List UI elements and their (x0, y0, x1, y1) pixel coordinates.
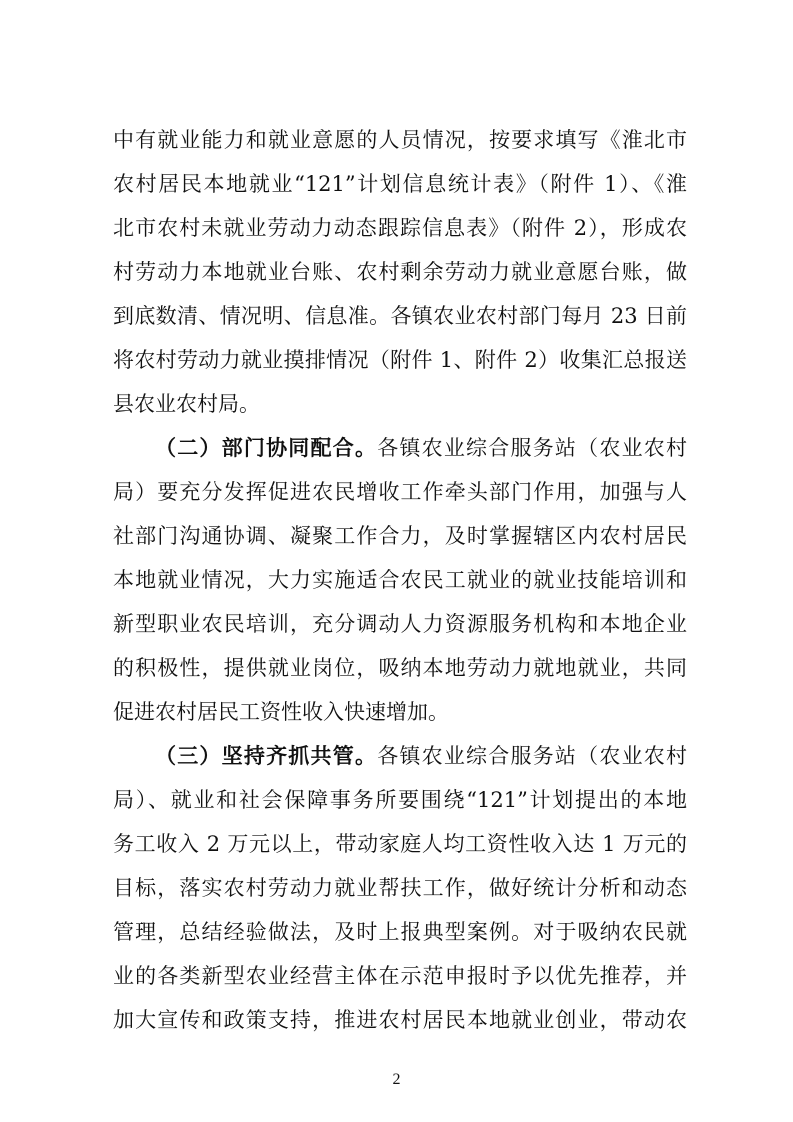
paragraph-2-line-7: 促进农村居民工资性收入快速增加。 (113, 700, 449, 724)
paragraph-2-line-2: 局）要充分发挥促进农民增收工作牵头部门作用，加强与人 (113, 480, 687, 504)
paragraph-1-line-3: 北市农村未就业劳动力动态跟踪信息表》（附件 2），形成农 (113, 216, 687, 240)
paragraph-3-line-3: 务工收入 2 万元以上，带动家庭人均工资性收入达 1 万元的 (113, 832, 687, 856)
paragraph-2-line-3: 社部门沟通协调、凝聚工作合力，及时掌握辖区内农村居民 (113, 524, 687, 548)
paragraph-3-line-5: 管理，总结经验做法，及时上报典型案例。对于吸纳农民就 (113, 920, 687, 944)
paragraph-1-line-7: 县农业农村局。 (113, 392, 260, 416)
paragraph-1-line-5: 到底数清、情况明、信息准。各镇农业农村部门每月 23 日前 (113, 304, 687, 328)
paragraph-2-line-4: 本地就业情况，大力实施适合农民工就业的就业技能培训和 (113, 568, 687, 592)
paragraph-3-line-4: 目标，落实农村劳动力就业帮扶工作，做好统计分析和动态 (113, 876, 687, 900)
paragraph-3-line-2: 局）、就业和社会保障事务所要围绕“121”计划提出的本地 (113, 788, 687, 812)
paragraph-2-first-line (155, 435, 687, 461)
paragraph-3-line-7: 加大宣传和政策支持，推进农村居民本地就业创业，带动农 (113, 1008, 687, 1032)
page-number: 2 (392, 1071, 401, 1088)
paragraph-1-line-2: 农村居民本地就业“121”计划信息统计表》（附件 1）、《淮 (113, 172, 687, 196)
paragraph-2-first-line-text: 各镇农业综合服务站（农业农村 (377, 436, 688, 460)
paragraph-3-first-line-text: 各镇农业综合服务站（农业农村 (377, 744, 688, 768)
paragraph-2-line-5: 新型职业农民培训，充分调动人力资源服务机构和本地企业 (113, 612, 687, 636)
paragraph-1-line-1: 中有就业能力和就业意愿的人员情况，按要求填写《淮北市 (113, 128, 687, 152)
section-heading-3: （三）坚持齐抓共管。 (155, 744, 378, 768)
section-heading-2: （二）部门协同配合。 (155, 436, 378, 460)
paragraph-3-line-6: 业的各类新型农业经营主体在示范申报时予以优先推荐，并 (113, 964, 687, 988)
paragraph-1-line-4: 村劳动力本地就业台账、农村剩余劳动力就业意愿台账，做 (113, 260, 687, 284)
paragraph-3-first-line (155, 743, 687, 769)
paragraph-1-line-6: 将农村劳动力就业摸排情况（附件 1、附件 2）收集汇总报送 (113, 348, 687, 372)
paragraph-2-line-6: 的积极性，提供就业岗位，吸纳本地劳动力就地就业，共同 (113, 656, 687, 680)
